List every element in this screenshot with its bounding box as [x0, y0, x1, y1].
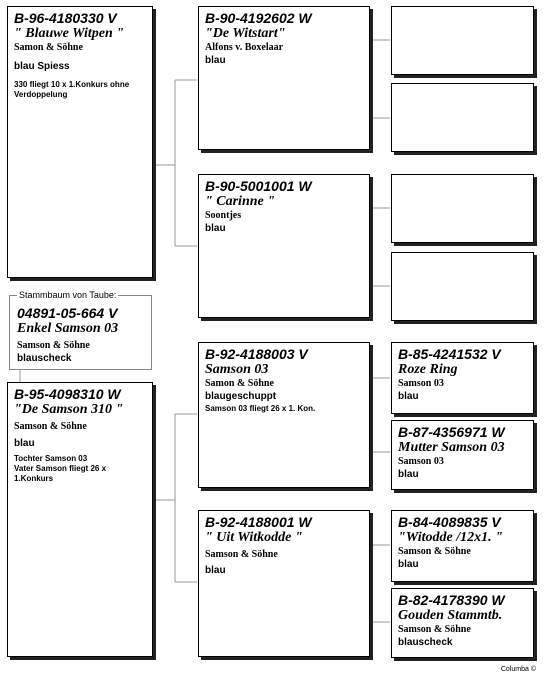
gg-card-8[interactable] — [391, 588, 534, 658]
dam-sire-note: Samson 03 fliegt 26 x 1. Kon. — [205, 404, 316, 413]
subject-color: blauscheck — [17, 353, 72, 364]
sire-dam-name: " Carinne " — [205, 194, 276, 209]
sire-sire-ring-number: B-90-4192602 W — [205, 10, 312, 26]
dam-dam-name: " Uit Witkodde " — [205, 530, 303, 545]
gg-5-color: blau — [398, 391, 419, 402]
dam-sire-name: Samson 03 — [205, 362, 269, 377]
gg-card-5[interactable] — [391, 342, 534, 414]
gg-8-color: blauscheck — [398, 637, 453, 648]
subject-label: Stammbaum von Taube: — [19, 290, 117, 300]
gg-card-6[interactable] — [391, 420, 534, 490]
sire-sire-card[interactable] — [198, 6, 370, 150]
gg-8-ring-number: B-82-4178390 W — [398, 592, 505, 608]
sire-sire-color: blau — [205, 55, 226, 66]
gg-7-ring-number: B-84-4089835 V — [398, 514, 501, 530]
sire-dam-breeder: Soontjes — [205, 210, 242, 221]
gg-card-3[interactable] — [391, 174, 534, 243]
subject-ring-number: 04891-05-664 V — [17, 305, 118, 321]
sire-name: " Blauwe Witpen " — [14, 26, 125, 41]
gg-5-breeder: Samson 03 — [398, 378, 444, 389]
sire-note: 330 fliegt 10 x 1.Konkurs ohne Verdoppelung — [14, 80, 130, 99]
sire-sire-name: "De Witstart" — [205, 26, 286, 41]
gg-6-ring-number: B-87-4356971 W — [398, 424, 505, 440]
dam-card[interactable] — [7, 382, 153, 657]
sire-dam-card[interactable] — [198, 174, 370, 318]
gg-card-4[interactable] — [391, 252, 534, 321]
dam-dam-breeder: Samson & Söhne — [205, 549, 278, 560]
gg-card-2[interactable] — [391, 83, 534, 152]
dam-color: blau — [14, 438, 35, 449]
gg-card-7[interactable] — [391, 510, 534, 582]
dam-dam-color: blau — [205, 565, 226, 576]
gg-7-name: "Witodde /12x1. " — [398, 530, 503, 545]
gg-card-1[interactable] — [391, 6, 534, 75]
sire-dam-ring-number: B-90-5001001 W — [205, 178, 312, 194]
sire-dam-color: blau — [205, 223, 226, 234]
dam-note: Tochter Samson 03 Vater Samson fliegt 26 x 1.Konkurs — [14, 454, 107, 483]
gg-7-color: blau — [398, 559, 419, 570]
gg-6-color: blau — [398, 469, 419, 480]
dam-dam-card[interactable] — [198, 510, 370, 657]
subject-card[interactable] — [17, 305, 147, 366]
gg-7-breeder: Samson & Söhne — [398, 546, 471, 557]
footer-credit: Columba © — [500, 666, 536, 673]
sire-sire-breeder: Alfons v. Boxelaar — [205, 42, 284, 53]
dam-ring-number: B-95-4098310 W — [14, 386, 121, 402]
dam-sire-ring-number: B-92-4188003 V — [205, 346, 308, 362]
gg-6-breeder: Samson 03 — [398, 456, 444, 467]
sire-breeder: Samon & Söhne — [14, 42, 83, 53]
subject-name: Enkel Samson 03 — [17, 321, 119, 336]
sire-ring-number: B-96-4180330 V — [14, 10, 117, 26]
subject-breeder: Samson & Söhne — [17, 340, 90, 351]
gg-6-name: Mutter Samson 03 — [398, 440, 505, 455]
gg-8-name: Gouden Stammtb. — [398, 608, 503, 623]
dam-sire-color: blaugeschuppt — [205, 391, 277, 402]
dam-name: "De Samson 310 " — [14, 402, 124, 417]
gg-5-ring-number: B-85-4241532 V — [398, 346, 501, 362]
sire-color: blau Spiess — [14, 61, 70, 72]
sire-card[interactable] — [7, 6, 153, 278]
dam-breeder: Samson & Söhne — [14, 421, 87, 432]
dam-sire-breeder: Samon & Söhne — [205, 378, 274, 389]
dam-dam-ring-number: B-92-4188001 W — [205, 514, 312, 530]
gg-8-breeder: Samson & Söhne — [398, 624, 471, 635]
gg-5-name: Roze Ring — [398, 362, 458, 377]
dam-sire-card[interactable] — [198, 342, 370, 488]
